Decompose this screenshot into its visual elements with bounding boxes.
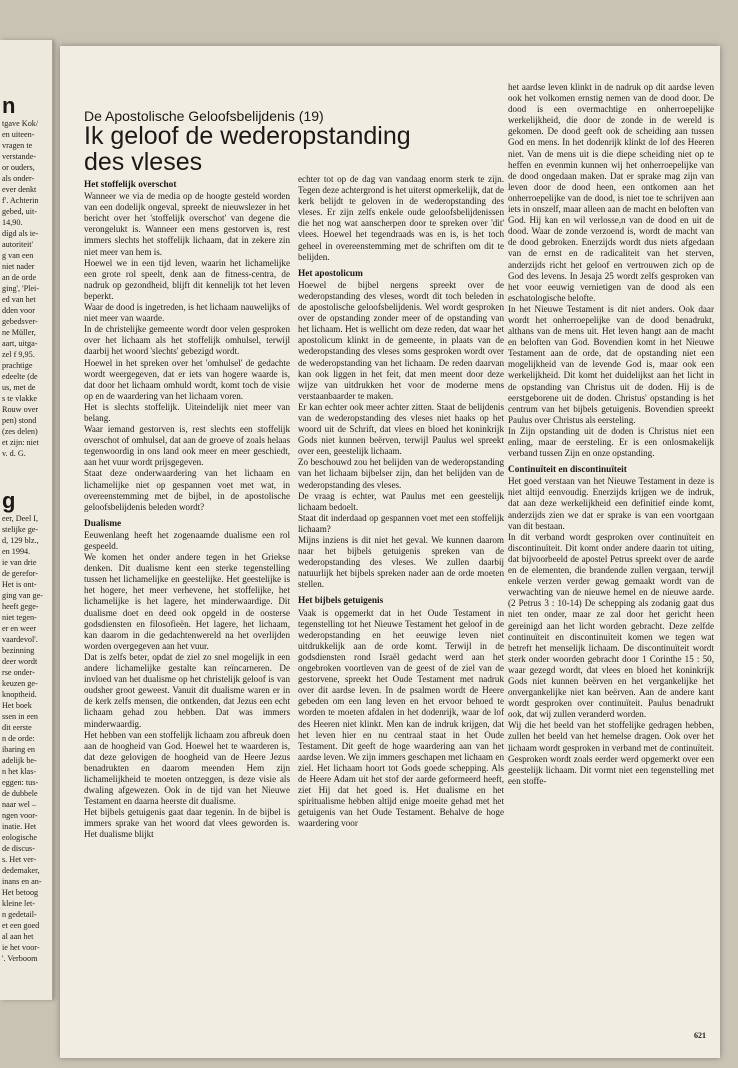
section-heading: Het stoffelijk overschot <box>84 180 177 190</box>
strip-fragment: vaardevol'. <box>2 635 38 644</box>
strip-fragment: naar wel – <box>2 800 37 809</box>
paragraph: Vaak is opgemerkt dat in het Oude Testament in tegenstelling tot het Nieuwe Testament het geloof in de wederopstanding en het eeuwige leven niet uitdrukkelijk aan de orde komt. Terwijl in de godsdiensten rond Israël gedacht werd aan het ongebroken voortleven van de geest of de ziel van de gestorvene, spreekt het Oude Testament met nadruk over dit aardse leven. In de psalmen wordt de Heere gebeden om een lang leven en het ervoor behoed te worden te moeten afdalen in het dodenrijk, waar de lof des Heeren niet klinkt. Men kan de indruk krijgen, dat het leven hier en nu centraal staat in het Oude Testament. Dit geeft de hoge waardering aan van het aardse leven. We zijn immers geschapen met lichaam en ziel. Het lichaam hoort tot Gods goede schepping. Als de Heere Adam uit het stof der aarde geformeerd heeft, ziet Hij dat het goed is. Het dualisme en het spiritualisme hebben altijd enige moeite gehad met het getuigenis van het Oude Testament. Behalve de hoge waardering voor <box>298 607 504 829</box>
strip-fragment: rse onder- <box>2 668 35 677</box>
strip-fragment: kleine let- <box>2 899 35 908</box>
paragraph: Staat dit inderdaad op gespannen voet met een stoffelijk lichaam? <box>298 512 504 534</box>
article-title: Ik geloof de wederopstanding des vleses <box>84 122 411 176</box>
section-heading: Continuïteit en discontinuïteit <box>508 465 627 476</box>
strip-fragment: n het klas- <box>2 767 37 776</box>
series-label: De Apostolische Geloofsbelijdenis (19) <box>84 108 324 124</box>
strip-fragment: edeelte (de <box>2 372 38 381</box>
strip-fragment: inatie. Het <box>2 822 37 831</box>
strip-fragment: g van een <box>2 251 34 260</box>
strip-fragment: de dubbele <box>2 789 38 798</box>
strip-fragment: s te vlakke <box>2 394 38 403</box>
paragraph: Het hebben van een stoffelijk lichaam zou afbreuk doen aan de hoogheid van God. Hoewel het te waarderen is, dat deze gelovigen de hoogheid van de Heere Jezus benadrukten en daarom meenden Hem zijn lichamelijkheid te moeten ontzeggen, is deze visie als dwaling afgewezen. Ook in de tijd van het Nieuwe Testament en daarna heerste dit dualisme. <box>84 729 290 807</box>
strip-fragment: d, 129 blz., <box>2 536 39 545</box>
text-column-3 <box>508 82 714 787</box>
paragraph: het aardse leven klinkt in de nadruk op dit aardse leven ook het volkomen ernstig nemen van de dood door. De dood is een overmachtige en onherroepelijke werkelijkheid, die door de zonde in de wereld is gekomen. De dood geeft ook de scheiding aan tussen God en mens. In het dodenrijk klinkt de lof des Heeren niet. Van de mens uit is die diepe scheiding niet op te heffen en evenmin kunnen wij het onherroepelijke van de dood ongedaan maken. Dat er sprake mag zijn van leven door de dood heen, een ontkomen aan het onherroepelijke van de dood, is niet toe te schrijven aan iets in onszelf, maar alleen aan de macht en beloften van God. Hij kan en wil verlosse,n van de dood en uit de dood. Waar de zonde verzoend is, wordt de macht van de dood gebroken. Enerzijds wordt dus niets afgedaan van de ernst en de radicaliteit van het sterven, anderzijds richt het geloof en vertrouwen zich op de God des levens. In Jesaja 25 wordt zelfs gesproken van het voor eeuwig vernietigen van de dood als een eschatologische belofte. <box>508 82 714 303</box>
strip-fragment: us, met de <box>2 383 36 392</box>
paragraph: Wij die het beeld van het stoffelijke gedragen hebben, zullen het beeld van het hemelse dragen. Ook over het lichaam wordt gesproken in verband met de continuïteit. Gesproken wordt zoals eerder werd opgemerkt over een geestelijk lichaam. Dit vormt niet een tegenstelling met een stoffe- <box>508 720 714 786</box>
strip-fragment: ever denkt <box>2 185 37 194</box>
strip-fragment: Het boek <box>2 701 32 710</box>
strip-fragment: eer, Deel I, <box>2 514 39 523</box>
paragraph: echter tot op de dag van vandaag enorm sterk te zijn. Tegen deze achtergrond is het uiterst opmerkelijk, dat de kerk belijdt te geloven in de wederopstanding des vleses. Er zijn zelfs enkele oude geloofsbelijdenissen die het nog wat aanscherpen door te spreken over 'dit' vlees. Hoewel het tegendraads was en is, is het toch geheel in overeenstemming met de schriften om dit te belijden. <box>298 174 505 262</box>
paragraph: In dit verband wordt gesproken over continuïteit en discontinuïteit. Dit komt onder andere daarin tot uiting, dat bijvoorbeeld de apostel Petrus spreekt over de aarde en de elementen, die brandende zullen vergaan, terwijl enkele verzen verder gewag gemaakt wordt van de verwachting van de nieuwe hemel en de nieuwe aarde. (2 Petrus 3 : 10-14) De schepping als zodanig gaat dus niet ten onder, maar ze zal door het gericht heen gereinigd aan het licht worden gebracht. Deze zelfde continuïteit en discontinuïteit komen we tegen wat betreft het menselijk lichaam. De discontinuïteit wordt sterk onder woorden gebracht door 1 Corinthe 15 : 50, waar gezegd wordt, dat vlees en bloed het koninkrijk Gods niet kunnen beërven en het vergankelijke het onvergankelijke niet kan beërven. Aan de andere kant wordt gesproken over continuïteit. Paulus benadrukt ook, dat wij zullen veranderd worden. <box>508 531 714 720</box>
strip-fragment: et zijn: niet <box>2 438 39 447</box>
paragraph: We komen het onder andere tegen in het Griekse denken. Dit dualisme kent een sterke tegenstelling tussen het lichamelijke en geestelijke. Het geestelijke is het hogere, het meer verhevene, het stoffelijke, het lichamelijke is het lagere, het minderwaardige. Dit dualisme doet en deed ook opgeld in de oosterse godsdiensten en filosofieën. Het lagere, het lichaam, kan daarom in die gedachtenwereld na het overlijden worden overgegeven aan het vuur. <box>84 552 290 651</box>
strip-fragment: Het is ont- <box>2 580 37 589</box>
strip-fragment: f'. Achterin <box>2 196 39 205</box>
strip-fragment: de gerefor- <box>2 569 38 578</box>
strip-fragment: 14,90. <box>2 218 23 227</box>
strip-fragment: (zes delen) <box>2 427 38 436</box>
strip-fragment: dedemaker, <box>2 866 40 875</box>
strip-fragment: aart, uitga- <box>2 339 38 348</box>
strip-fragment: adelijk be- <box>2 756 37 765</box>
adjacent-page-text <box>0 94 52 964</box>
paragraph: Dat is zelfs beter, opdat de ziel zo snel mogelijk in een andere lichamelijke gestalte kan reïncarneren. De invloed van het dualisme op het christelijk geloof is van oudsher groot geweest. Vanuit dit dualisme waren er in de kerk zelfs mensen, die ontkenden, dat Jezus een echt lichaam gehad zou hebben. Dat was immers minderwaardig. <box>84 651 290 729</box>
strip-fragment: g <box>2 488 16 513</box>
strip-fragment: v. d. G. <box>2 449 26 458</box>
strip-fragment: knoptheid. <box>2 690 37 699</box>
strip-fragment: gebedsver- <box>2 317 38 326</box>
strip-fragment: deer wordt <box>2 657 38 666</box>
strip-fragment: pen) stond <box>2 416 37 425</box>
strip-fragment: dit eerste <box>2 723 32 732</box>
strip-fragment: '. Verboom <box>2 954 38 963</box>
paragraph: Het goed verstaan van het Nieuwe Testament in deze is niet altijd eenvoudig. Enerzijds krijgen we de indruk, dat aan deze werkelijkheid een definitief einde komt, anderzijds zien we dat er sprake is van een voortgaan van dit bestaan. <box>508 476 714 531</box>
strip-fragment: en 1994. <box>2 547 31 556</box>
paragraph: Mijns inziens is dit niet het geval. We kunnen daarom naar het bijbels getuigenis spreken van de wederopstanding des vleses. We zullen daarbij natuurlijk het bijbels spreken nader aan de orde moeten stellen. <box>298 535 504 590</box>
strip-fragment: gebed, uit- <box>2 207 38 216</box>
strip-fragment: dden voor <box>2 306 35 315</box>
paragraph: Waar iemand gestorven is, rest slechts een stoffelijk overschot of omhulsel, dat aan de groeve of zoals helaas tegenwoordig in ons land ook meer en meer geschiedt, aan het vuur wordt prijsgegeven. <box>84 424 290 468</box>
paragraph: In Zijn opstanding uit de doden is Christus niet een enling, maar de eersteling. Er is een onlosmakelijk verband tussen Zijn en onze opstanding. <box>508 425 714 459</box>
strip-fragment: ie het voor- <box>2 943 40 952</box>
paragraph: Hoewel de bijbel nergens spreekt over de wederopstanding des vleses, wordt dit toch beleden in de apostolische geloofsbelijdenis. Wel wordt gesproken over de opstanding zonder meer of de opstanding van het lichaam. Het is wellicht om deze reden, dat waar het apostolicum klinkt in de gemeente, in plaats van de wederopstanding des vleses soms gesproken wordt over de wederopstanding van het lichaam. De reden daarvan kan ook liggen in het feit, dat men meent door deze wijze van uitdrukken het voor de moderne mens verstaanbaarder te maken. <box>298 279 504 401</box>
section-heading: Het bijbels getuigenis <box>298 596 384 607</box>
strip-fragment: en uiteen- <box>2 130 35 139</box>
strip-fragment: de discus- <box>2 844 35 853</box>
strip-fragment: ibaring en <box>2 745 35 754</box>
paragraph: Hoewel in het spreken over het 'omhulsel' de gedachte wordt weergegeven, dat er iets van hogere waarde is, dat door het lichaam omhuld wordt, komt toch de visie op en de waardering van het lichaam voren. <box>84 357 290 401</box>
strip-fragment: eggen: tus- <box>2 778 39 787</box>
paragraph: Eeuwenlang heeft het zogenaamde dualisme een rol gespeeld. <box>84 529 290 551</box>
strip-fragment: verstande- <box>2 152 37 161</box>
paragraph: Er kan echter ook meer achter zitten. Staat de belijdenis van de wederopstanding des vleses niet haaks op het woord uit de Schrift, dat vlees en bloed het koninkrijk Gods niet kunnen beërven, terwijl Paulus wel spreekt over een, geestelijk lichaam. <box>298 401 504 457</box>
strip-fragment: tgave Kok/ <box>2 119 39 128</box>
paragraph: Zo beschouwd zou het belijden van de wederopstanding van het lichaam bijbelser zijn, dan het belijden van de wederopstanding des vleses. <box>298 457 504 490</box>
paragraph: In het Nieuwe Testament is dit niet anders. Ook daar wordt het onherroepelijke van de dood benadrukt, althans van de mens uit. Het leven hangt aan de macht en beloften van God. Bovendien komt in het Nieuwe Testament aan de orde, dat de opstanding niet een mogelijkheid van de levende God is, maar ook een werkelijkheid. Dit komt het duidelijkst aan het licht in de opstanding van Christus uit de doden. Hij is de eerstgeborene uit de doden. Christus' opstanding is het centrum van het bijbels getuigenis. Bovendien spreekt Paulus over Christus als eersteling. <box>508 303 714 425</box>
strip-fragment: ging', 'Plei- <box>2 284 40 293</box>
paragraph: Hoewel we in een tijd leven, waarin het lichamelijke een grote rol speelt, denk aan de fitness-centra, de nadruk op gezondheid, blijft dit kennelijk tot het leven beperkt. <box>84 257 290 301</box>
strip-fragment: ging van ge- <box>2 591 43 600</box>
strip-fragment: er en weer <box>2 624 37 633</box>
strip-fragment: et een goed <box>2 921 40 930</box>
strip-fragment: al aan het <box>2 932 34 941</box>
strip-fragment: stelijke ge- <box>2 525 39 534</box>
magazine-page <box>60 46 720 1058</box>
strip-fragment: dígd als ie- <box>2 229 39 238</box>
adjacent-page-strip <box>0 40 53 1000</box>
strip-fragment: autoriteit' <box>2 240 34 249</box>
strip-fragment: ngen voor- <box>2 811 38 820</box>
strip-fragment: keuzen ge- <box>2 679 38 688</box>
strip-fragment: Rouw over <box>2 405 39 414</box>
strip-fragment: heeft gege- <box>2 602 39 611</box>
text-column-1 <box>84 174 290 841</box>
strip-fragment: an de orde <box>2 273 37 282</box>
paragraph: Het bijbels getuigenis gaat daar tegenin. In de bijbel is immers sprake van het woord dat vlees geworden is. Het dualisme blijkt <box>84 807 290 840</box>
text-column-2 <box>298 174 504 829</box>
paragraph: Waar de dood is ingetreden, is het lichaam nauwelijks of niet meer van waarde. <box>84 302 290 324</box>
paragraph: Wanneer we via de media op de hoogte gesteld worden van een dodelijk ongeval, spreekt de nieuwslezer in het bericht over het 'stoffelijk overschot' van degene die verongelukt is. Wanneer een mens gestorven is, rest immers slechts het stoffelijk lichaam, dat in zekere zin niet meer van hem is. <box>84 191 290 257</box>
strip-fragment: n <box>2 93 16 118</box>
strip-fragment: bezinning <box>2 646 35 655</box>
strip-fragment: vragen te <box>2 141 33 150</box>
strip-fragment: als onder- <box>2 174 35 183</box>
section-heading: Dualisme <box>84 518 122 529</box>
strip-fragment: n gedetail- <box>2 910 37 919</box>
strip-fragment: zel f 9,95. <box>2 350 35 359</box>
page-number: 621 <box>694 1031 706 1040</box>
strip-fragment: ne Müller, <box>2 328 36 337</box>
paragraph: Staat deze onderwaardering van het lichaam en lichamelijke niet op gespannen voet met wat, in overeenstemming met de bijbel, in de apostolische geloofsbelijdenis beleden wordt? <box>84 468 290 512</box>
strip-fragment: inans en an- <box>2 877 42 886</box>
section-heading: Het apostolicum <box>298 268 363 279</box>
strip-fragment: ed van het <box>2 295 36 304</box>
paragraph: De vraag is echter, wat Paulus met een geestelijk lichaam bedoelt. <box>298 490 504 512</box>
paragraph: Het is slechts stoffelijk. Uiteindelijk niet meer van belang. <box>84 401 290 423</box>
strip-fragment: ssen in een <box>2 712 38 721</box>
strip-fragment: niet nader <box>2 262 35 271</box>
strip-fragment: s. Het ver- <box>2 855 37 864</box>
strip-fragment: Het betoog <box>2 888 39 897</box>
strip-fragment: or ouders, <box>2 163 35 172</box>
paragraph: In de christelijke gemeente wordt door velen gesproken over het lichaam als het stoffelijk omhulsel, terwijl daarbij het woord 'slechts' gebezigd wordt. <box>84 324 290 357</box>
strip-fragment: ie van drie <box>2 558 37 567</box>
strip-fragment: n de orde: <box>2 734 35 743</box>
strip-fragment: niet tegen- <box>2 613 37 622</box>
strip-fragment: prachtige <box>2 361 33 370</box>
strip-fragment: eologische <box>2 833 38 842</box>
